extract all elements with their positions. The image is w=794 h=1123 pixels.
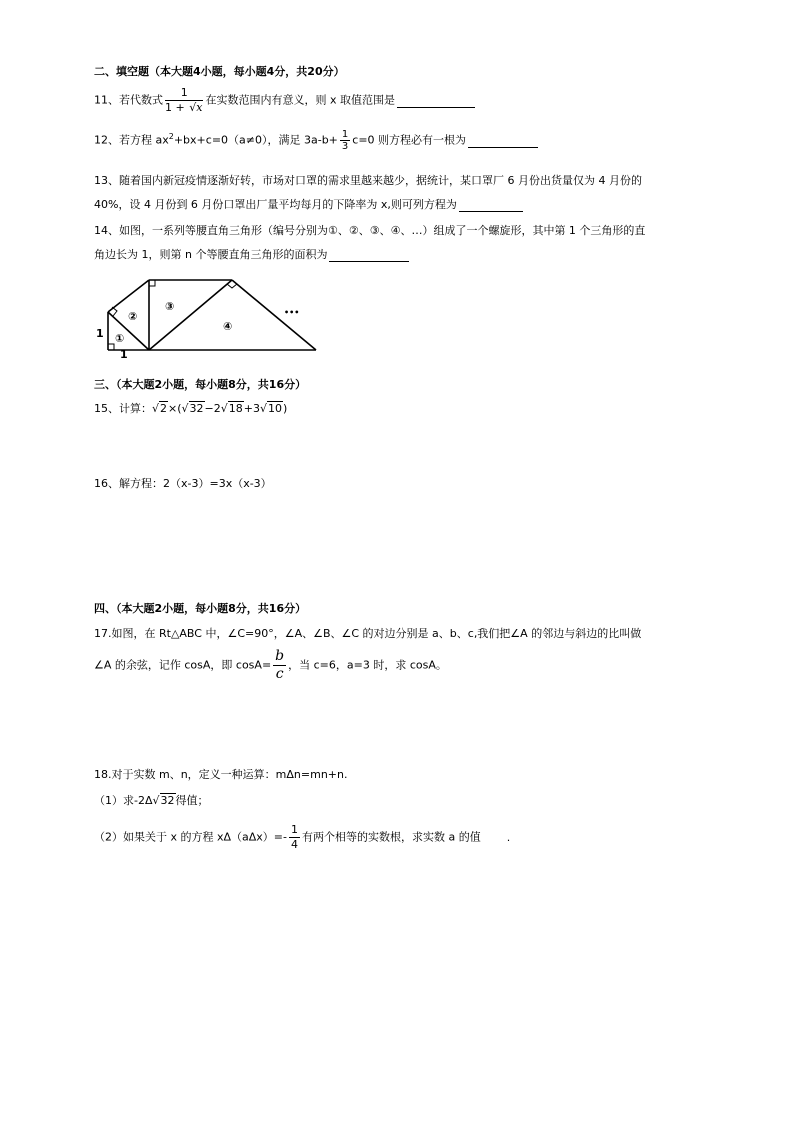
label-base-length: 1 bbox=[120, 348, 128, 358]
q18-part2-suffix: 有两个相等的实数根，求实数 a 的值 bbox=[302, 830, 481, 844]
q13-line2-text: 40%，设 4 月份到 6 月份口罩出厂量平均每月的下降率为 x,则可列方程为 bbox=[94, 198, 457, 211]
q13-answer-blank[interactable] bbox=[459, 198, 523, 212]
q17-fraction bbox=[273, 648, 286, 683]
q18-frac-num: 1 bbox=[291, 823, 298, 836]
q18-part2-prefix: （2）如果关于 x 的方程 xΔ（aΔx）=- bbox=[94, 830, 287, 844]
triangle-3-label: ③ bbox=[165, 300, 175, 313]
q12-fraction bbox=[340, 129, 350, 152]
question-11 bbox=[94, 86, 475, 115]
q15-minus: −2 bbox=[204, 402, 221, 415]
section2-heading: 二、填空题（本大题4小题，每小题4分，共20分） bbox=[94, 65, 345, 78]
section4-heading: 四、（本大题2小题，每小题8分，共16分） bbox=[94, 602, 307, 615]
triangle-2-hyp bbox=[108, 280, 149, 312]
q15-sqrt-10: 10 bbox=[268, 402, 283, 415]
q17-frac-num: b bbox=[275, 648, 285, 664]
label-side-length: 1 bbox=[96, 327, 104, 340]
q11-den-a: 1 + bbox=[165, 101, 189, 114]
q12-mid: +bx+c=0（a≠0），满足 3a-b+ bbox=[173, 133, 338, 147]
q11-answer-blank[interactable] bbox=[397, 94, 475, 108]
q12-sup: 2 bbox=[168, 131, 174, 141]
q11-frac-den bbox=[165, 101, 203, 115]
q18-part1-sqrt: 32 bbox=[160, 794, 175, 807]
section3-heading: 三、（本大题2小题，每小题8分，共16分） bbox=[94, 378, 307, 391]
q15-close: ) bbox=[283, 402, 288, 415]
question-13-line2 bbox=[94, 196, 523, 212]
q11-prefix: 11、若代数式 bbox=[94, 93, 163, 107]
q11-suffix: 在实数范围内有意义，则 x 取值范围是 bbox=[205, 93, 395, 107]
q15-times: ×( bbox=[168, 402, 182, 415]
q14-answer-blank[interactable] bbox=[329, 248, 409, 262]
q11-frac-num: 1 bbox=[165, 86, 203, 101]
q15-sqrt-2: 2 bbox=[160, 402, 168, 415]
triangle-4-label: ④ bbox=[223, 320, 233, 333]
question-17-line1: 17.如图，在 Rt△ABC 中，∠C=90°，∠A、∠B、∠C 的对边分别是 a、b、c,我们把∠A 的邻边与斜边的比叫做 bbox=[94, 627, 642, 640]
q12-suffix: c=0 则方程必有一根为 bbox=[352, 133, 467, 147]
right-angle-mark-4 bbox=[227, 284, 237, 288]
q11-fraction bbox=[165, 86, 203, 115]
q12-frac-num: 1 bbox=[341, 129, 349, 140]
q17-line2-prefix: ∠A 的余弦，记作 cosA，即 cosA= bbox=[94, 658, 272, 672]
right-angle-mark-3 bbox=[149, 280, 155, 286]
question-12 bbox=[94, 129, 538, 152]
question-18-part1: （1）求-2Δ√32得值； bbox=[94, 794, 209, 807]
q12-prefix: 12、若方程 ax bbox=[94, 133, 169, 147]
triangle-2-label: ② bbox=[128, 310, 138, 323]
triangle-4-hyp bbox=[232, 280, 316, 350]
q15-prefix: 15、计算： bbox=[94, 402, 152, 415]
question-16: 16、解方程：2（x-3）=3x（x-3） bbox=[94, 477, 272, 490]
q15-plus: +3 bbox=[243, 402, 260, 415]
question-13-line1: 13、随着国内新冠疫情逐渐好转，市场对口罩的需求里越来越少，据统计，某口罩厂 6 月份出货量仅为 4 月份的 bbox=[94, 174, 642, 187]
q18-part2-end: . bbox=[506, 830, 511, 844]
q17-line2-suffix: ，当 c=6，a=3 时，求 cosA。 bbox=[288, 658, 447, 672]
question-15: 15、计算：√2×(√32−2√18+3√10) bbox=[94, 402, 288, 415]
q18-part1-prefix: （1）求-2Δ bbox=[94, 794, 153, 807]
q12-frac-den: 3 bbox=[341, 141, 349, 152]
q12-answer-blank[interactable] bbox=[468, 134, 538, 148]
spiral-triangles-figure bbox=[94, 272, 322, 358]
q18-fraction bbox=[289, 823, 300, 852]
question-17-line2 bbox=[94, 648, 447, 683]
q15-sqrt-18: 18 bbox=[228, 402, 243, 415]
q18-frac-den: 4 bbox=[291, 838, 298, 851]
right-angle-mark-1 bbox=[108, 344, 114, 350]
question-18-line1: 18.对于实数 m、n，定义一种运算：mΔn=mn+n. bbox=[94, 768, 348, 781]
question-18-part2 bbox=[94, 823, 510, 852]
q14-line2-text: 角边长为 1，则第 n 个等腰直角三角形的面积为 bbox=[94, 248, 328, 261]
question-14-line1: 14、如图，一系列等腰直角三角形（编号分别为①、②、③、④、…）组成了一个螺旋形，其中第 1 个三角形的直 bbox=[94, 224, 646, 237]
continuation-dots: ••• bbox=[284, 308, 300, 317]
q11-den-sqrt: √x bbox=[189, 101, 203, 114]
triangle-3-hyp bbox=[149, 280, 232, 350]
q15-sqrt-32: 32 bbox=[189, 402, 204, 415]
question-14-line2 bbox=[94, 246, 409, 262]
triangle-1-label: ① bbox=[115, 332, 125, 345]
q18-part1-suffix: 得值； bbox=[175, 794, 209, 807]
q17-frac-den: c bbox=[275, 666, 284, 682]
q11-den-sqrt-x: x bbox=[196, 101, 203, 114]
